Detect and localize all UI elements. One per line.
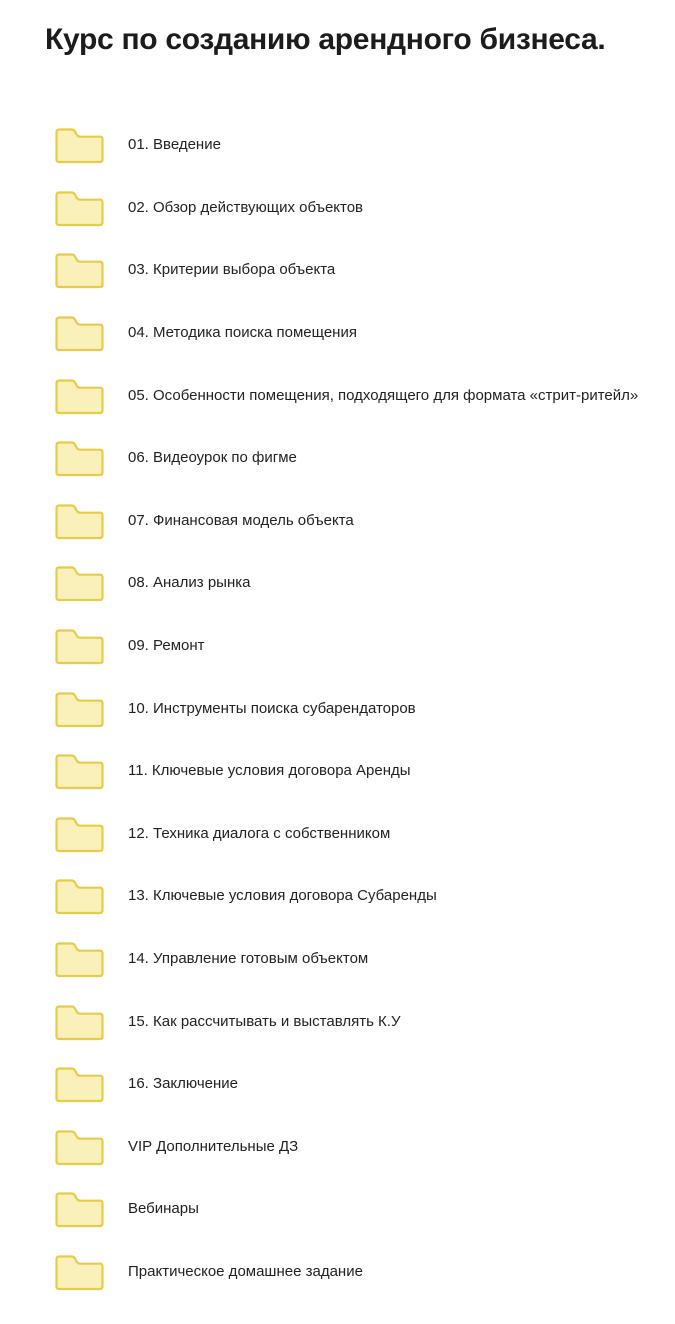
folder-label: 06. Видеоурок по фигме — [128, 449, 297, 467]
folder-row[interactable] — [0, 865, 675, 928]
folder-icon — [55, 1003, 104, 1041]
folder-label: 08. Анализ рынка — [128, 574, 251, 592]
folder-list — [0, 114, 675, 1303]
folder-icon — [55, 251, 104, 289]
folder-label: 01. Введение — [128, 136, 221, 154]
folder-row[interactable] — [0, 1116, 675, 1179]
folder-row[interactable] — [0, 490, 675, 553]
folder-icon — [55, 314, 104, 352]
folder-row[interactable] — [0, 740, 675, 803]
folder-icon — [55, 1065, 104, 1103]
folder-label: 15. Как рассчитывать и выставлять К.У — [128, 1012, 401, 1030]
page-title: Курс по созданию арендного бизнеса. — [45, 23, 606, 56]
folder-row[interactable] — [0, 364, 675, 427]
folder-label: VIP Дополнительные ДЗ — [128, 1137, 299, 1155]
folder-label: 10. Инструменты поиска субарендаторов — [128, 699, 416, 717]
folder-label: 11. Ключевые условия договора Аренды — [128, 762, 411, 780]
folder-label: 13. Ключевые условия договора Субаренды — [128, 887, 437, 905]
folder-icon — [55, 1128, 104, 1166]
folder-label: 05. Особенности помещения, подходящего для формата «стрит-ритейл» — [128, 386, 639, 404]
folder-icon — [55, 1253, 104, 1291]
folder-icon — [55, 126, 104, 164]
folder-label: Практическое домашнее задание — [128, 1262, 363, 1280]
folder-row[interactable] — [0, 803, 675, 866]
folder-icon — [55, 877, 104, 915]
folder-row[interactable] — [0, 427, 675, 490]
folder-icon — [55, 564, 104, 602]
folder-label: 12. Техника диалога с собственником — [128, 824, 391, 842]
folder-row[interactable] — [0, 177, 675, 240]
folder-icon — [55, 1190, 104, 1228]
folder-row[interactable] — [0, 239, 675, 302]
folder-row[interactable] — [0, 990, 675, 1053]
folder-icon — [55, 377, 104, 415]
folder-label: 14. Управление готовым объектом — [128, 950, 369, 968]
folder-icon — [55, 627, 104, 665]
folder-row[interactable] — [0, 114, 675, 177]
folder-label: 09. Ремонт — [128, 637, 205, 655]
folder-label: 04. Методика поиска помещения — [128, 324, 357, 342]
folder-row[interactable] — [0, 928, 675, 991]
folder-label: 16. Заключение — [128, 1075, 238, 1093]
folder-row[interactable] — [0, 1053, 675, 1116]
folder-icon — [55, 502, 104, 540]
folder-row[interactable] — [0, 1241, 675, 1304]
folder-icon — [55, 439, 104, 477]
folder-icon — [55, 940, 104, 978]
folder-row[interactable] — [0, 1178, 675, 1241]
folder-row[interactable] — [0, 302, 675, 365]
folder-label: 07. Финансовая модель объекта — [128, 511, 354, 529]
folder-label: 02. Обзор действующих объектов — [128, 198, 364, 216]
folder-icon — [55, 690, 104, 728]
folder-browser-page — [0, 22, 675, 1303]
folder-row[interactable] — [0, 615, 675, 678]
folder-icon — [55, 752, 104, 790]
folder-icon — [55, 815, 104, 853]
folder-label: 03. Критерии выбора объекта — [128, 261, 336, 279]
folder-row[interactable] — [0, 552, 675, 615]
folder-label: Вебинары — [128, 1200, 199, 1218]
folder-row[interactable] — [0, 677, 675, 740]
folder-icon — [55, 189, 104, 227]
